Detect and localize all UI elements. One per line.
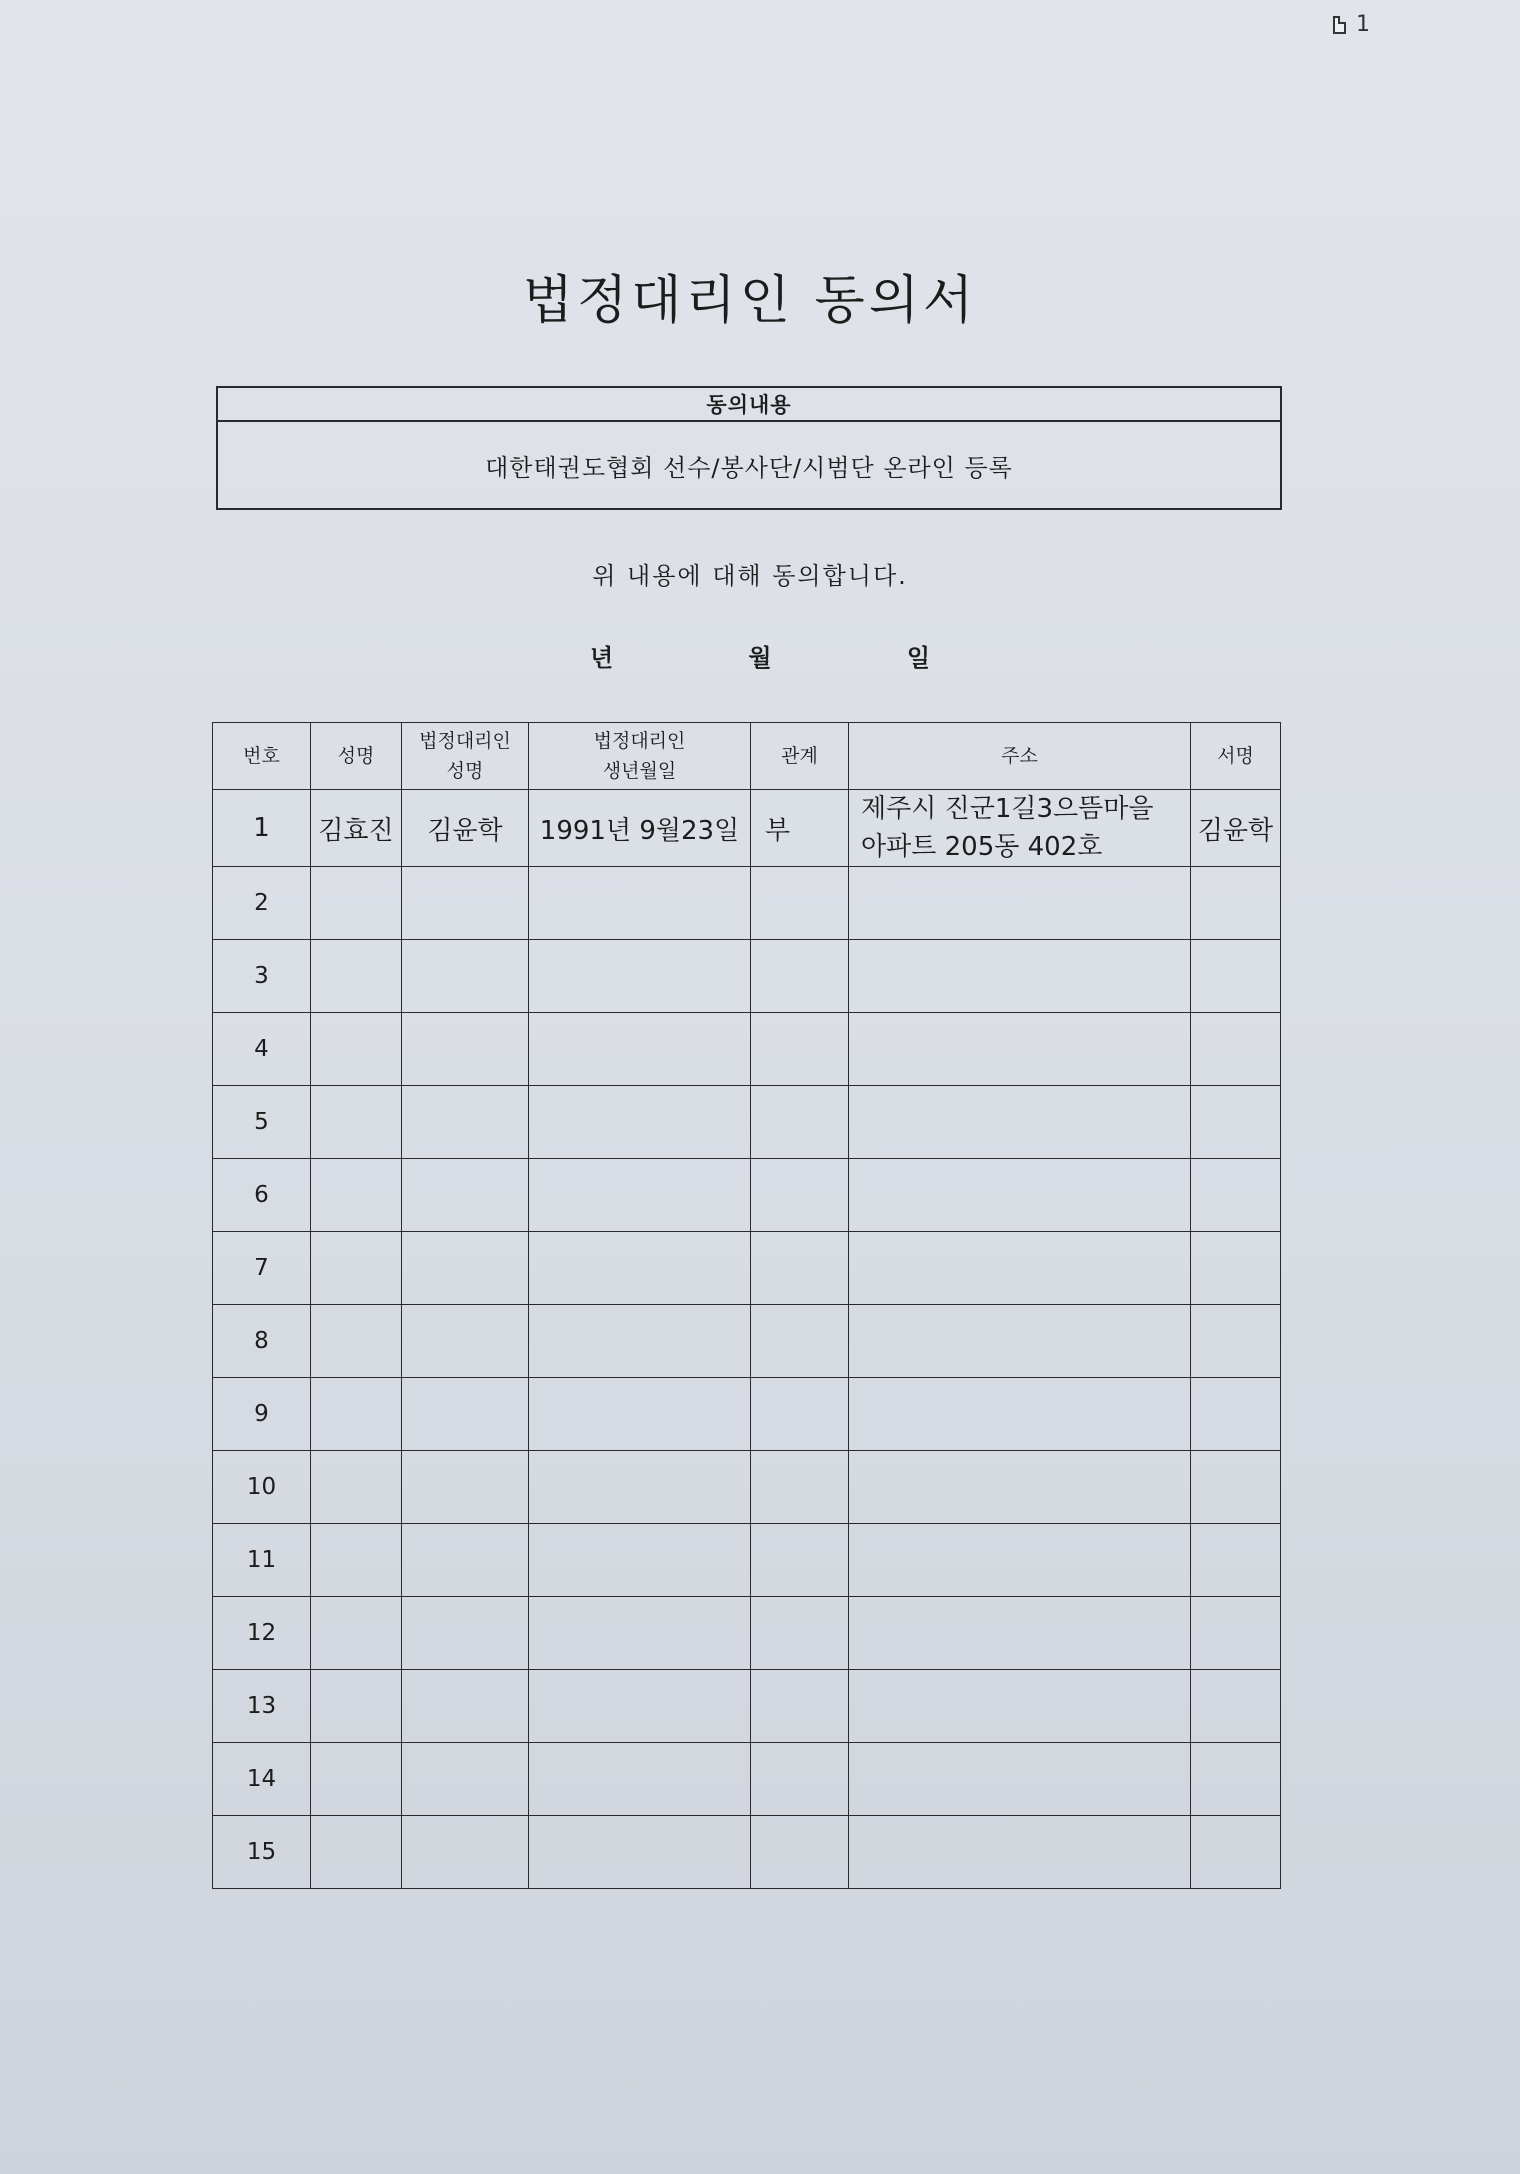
table-row bbox=[213, 1159, 1281, 1232]
row-number: 5 bbox=[213, 1086, 311, 1159]
col-header-guardian-birth-line2: 생년월일 bbox=[602, 760, 677, 782]
row-guardian-birth-cell bbox=[529, 1378, 751, 1451]
row-signature-cell bbox=[1191, 1743, 1281, 1816]
agreement-statement: 위 내용에 대해 동의합니다. bbox=[592, 562, 908, 590]
row-relation-cell bbox=[751, 1159, 849, 1232]
table-row bbox=[213, 1524, 1281, 1597]
row-guardian-name-cell bbox=[402, 1159, 529, 1232]
row-name-cell: 김효진 bbox=[311, 790, 402, 867]
date-day-label: 일 bbox=[906, 644, 930, 672]
row-name-cell bbox=[311, 940, 402, 1013]
row-number: 1 bbox=[213, 790, 311, 867]
table-row bbox=[213, 1086, 1281, 1159]
row-signature-cell bbox=[1191, 1670, 1281, 1743]
row-relation-cell bbox=[751, 867, 849, 940]
row-name-cell bbox=[311, 1816, 402, 1889]
row-name-cell bbox=[311, 1159, 402, 1232]
row-guardian-name-cell bbox=[402, 1305, 529, 1378]
col-header-address: 주소 bbox=[849, 723, 1191, 790]
document-icon bbox=[1333, 16, 1346, 34]
row-number: 8 bbox=[213, 1305, 311, 1378]
row-signature-cell bbox=[1191, 1378, 1281, 1451]
row-guardian-name-cell bbox=[402, 940, 529, 1013]
col-header-relation: 관계 bbox=[751, 723, 849, 790]
row-address-cell bbox=[849, 940, 1191, 1013]
row-guardian-birth-cell bbox=[529, 1670, 751, 1743]
row-guardian-birth-cell bbox=[529, 1743, 751, 1816]
table-header-row bbox=[213, 723, 1281, 790]
row-signature-cell bbox=[1191, 1232, 1281, 1305]
consent-box bbox=[216, 386, 1282, 510]
date-year-label: 년 bbox=[590, 644, 614, 672]
row-address-cell bbox=[849, 1013, 1191, 1086]
row-relation-cell bbox=[751, 1743, 849, 1816]
row-address-cell bbox=[849, 1086, 1191, 1159]
row-guardian-birth-cell bbox=[529, 1232, 751, 1305]
row-signature-cell bbox=[1191, 1524, 1281, 1597]
row-guardian-name-cell bbox=[402, 1743, 529, 1816]
row-signature-cell bbox=[1191, 1451, 1281, 1524]
date-month-label: 월 bbox=[748, 644, 772, 672]
row-address-cell bbox=[849, 1743, 1191, 1816]
row-guardian-birth-cell bbox=[529, 1816, 751, 1889]
row-number: 10 bbox=[213, 1451, 311, 1524]
col-header-guardian-birth bbox=[529, 723, 751, 790]
row-name-cell bbox=[311, 1305, 402, 1378]
row-guardian-name-cell bbox=[402, 1670, 529, 1743]
registration-table bbox=[212, 722, 1281, 1889]
row-relation-cell bbox=[751, 1086, 849, 1159]
row-name-cell bbox=[311, 1451, 402, 1524]
table-row bbox=[213, 1743, 1281, 1816]
row-address-cell bbox=[849, 1232, 1191, 1305]
row-number: 14 bbox=[213, 1743, 311, 1816]
row-guardian-birth-cell bbox=[529, 1305, 751, 1378]
row-address-cell bbox=[849, 790, 1191, 867]
row-relation-cell bbox=[751, 1524, 849, 1597]
row-address-cell bbox=[849, 1378, 1191, 1451]
row-address-cell bbox=[849, 1670, 1191, 1743]
row-number: 2 bbox=[213, 867, 311, 940]
document-title: 법정대리인 동의서 bbox=[522, 271, 978, 331]
row-number: 6 bbox=[213, 1159, 311, 1232]
row-address-line1: 제주시 진군1길3으뜸마을 bbox=[861, 794, 1154, 824]
row-relation-cell bbox=[751, 940, 849, 1013]
consent-content: 대한태권도협회 선수/봉사단/시범단 온라인 등록 bbox=[485, 453, 1013, 482]
row-signature-cell bbox=[1191, 1597, 1281, 1670]
table-row bbox=[213, 940, 1281, 1013]
table-row bbox=[213, 1597, 1281, 1670]
row-number: 9 bbox=[213, 1378, 311, 1451]
row-name-cell bbox=[311, 1013, 402, 1086]
row-number: 3 bbox=[213, 940, 311, 1013]
row-guardian-birth-cell bbox=[529, 1013, 751, 1086]
row-number: 4 bbox=[213, 1013, 311, 1086]
row-guardian-name-cell bbox=[402, 1232, 529, 1305]
page-marker bbox=[1333, 12, 1370, 37]
row-guardian-name-cell bbox=[402, 1597, 529, 1670]
row-signature-cell bbox=[1191, 1305, 1281, 1378]
row-relation-cell bbox=[751, 1305, 849, 1378]
row-address-cell bbox=[849, 1451, 1191, 1524]
row-name-cell bbox=[311, 1597, 402, 1670]
row-guardian-birth-cell: 1991년 9월23일 bbox=[529, 790, 751, 867]
row-name-cell bbox=[311, 1232, 402, 1305]
row-signature-cell bbox=[1191, 1159, 1281, 1232]
date-line bbox=[590, 638, 930, 673]
row-address-cell bbox=[849, 1524, 1191, 1597]
row-relation-cell bbox=[751, 1816, 849, 1889]
row-signature-cell bbox=[1191, 940, 1281, 1013]
col-header-guardian-name bbox=[402, 723, 529, 790]
row-signature-cell: 김윤학 bbox=[1191, 790, 1281, 867]
row-name-cell bbox=[311, 867, 402, 940]
row-signature-cell bbox=[1191, 1013, 1281, 1086]
row-address-cell bbox=[849, 867, 1191, 940]
row-relation-cell bbox=[751, 1597, 849, 1670]
page-number: 1 bbox=[1356, 12, 1370, 37]
row-guardian-birth-cell bbox=[529, 867, 751, 940]
table-row bbox=[213, 1232, 1281, 1305]
row-name-cell bbox=[311, 1743, 402, 1816]
row-number: 11 bbox=[213, 1524, 311, 1597]
row-guardian-birth-cell bbox=[529, 1524, 751, 1597]
row-address-cell bbox=[849, 1816, 1191, 1889]
table-row bbox=[213, 1451, 1281, 1524]
row-guardian-name-cell bbox=[402, 1013, 529, 1086]
col-header-name: 성명 bbox=[311, 723, 402, 790]
row-guardian-birth-cell bbox=[529, 1159, 751, 1232]
row-name-cell bbox=[311, 1524, 402, 1597]
row-guardian-name-cell bbox=[402, 1451, 529, 1524]
row-number: 13 bbox=[213, 1670, 311, 1743]
row-guardian-name-cell: 김윤학 bbox=[402, 790, 529, 867]
row-address-cell bbox=[849, 1159, 1191, 1232]
row-relation-cell bbox=[751, 1451, 849, 1524]
col-header-guardian-name-line1: 법정대리인 bbox=[419, 730, 511, 752]
col-header-number: 번호 bbox=[213, 723, 311, 790]
table-row bbox=[213, 867, 1281, 940]
table-row bbox=[213, 1013, 1281, 1086]
table-row bbox=[213, 1670, 1281, 1743]
row-name-cell bbox=[311, 1670, 402, 1743]
row-guardian-birth-cell bbox=[529, 1451, 751, 1524]
consent-header: 동의내용 bbox=[218, 388, 1280, 422]
row-relation-cell bbox=[751, 1670, 849, 1743]
row-guardian-birth-cell bbox=[529, 940, 751, 1013]
row-guardian-name-cell bbox=[402, 1524, 529, 1597]
row-relation-cell bbox=[751, 1378, 849, 1451]
row-guardian-birth-cell bbox=[529, 1597, 751, 1670]
row-signature-cell bbox=[1191, 1816, 1281, 1889]
table-row bbox=[213, 790, 1281, 867]
row-guardian-name-cell bbox=[402, 1378, 529, 1451]
col-header-guardian-name-line2: 성명 bbox=[446, 760, 484, 782]
row-signature-cell bbox=[1191, 1086, 1281, 1159]
row-relation-cell: 부 bbox=[751, 790, 849, 867]
table-row bbox=[213, 1305, 1281, 1378]
row-name-cell bbox=[311, 1378, 402, 1451]
table-row bbox=[213, 1816, 1281, 1889]
row-guardian-name-cell bbox=[402, 1086, 529, 1159]
row-address-cell bbox=[849, 1305, 1191, 1378]
row-relation-cell bbox=[751, 1232, 849, 1305]
row-number: 15 bbox=[213, 1816, 311, 1889]
row-guardian-birth-cell bbox=[529, 1086, 751, 1159]
row-name-cell bbox=[311, 1086, 402, 1159]
table-body bbox=[213, 790, 1281, 1889]
col-header-guardian-birth-line1: 법정대리인 bbox=[593, 730, 686, 752]
row-number: 12 bbox=[213, 1597, 311, 1670]
table-row bbox=[213, 1378, 1281, 1451]
row-guardian-name-cell bbox=[402, 867, 529, 940]
row-relation-cell bbox=[751, 1013, 849, 1086]
row-number: 7 bbox=[213, 1232, 311, 1305]
row-guardian-name-cell bbox=[402, 1816, 529, 1889]
row-address-cell bbox=[849, 1597, 1191, 1670]
col-header-signature: 서명 bbox=[1191, 723, 1281, 790]
row-address-line2: 아파트 205동 402호 bbox=[861, 832, 1103, 862]
row-signature-cell bbox=[1191, 867, 1281, 940]
